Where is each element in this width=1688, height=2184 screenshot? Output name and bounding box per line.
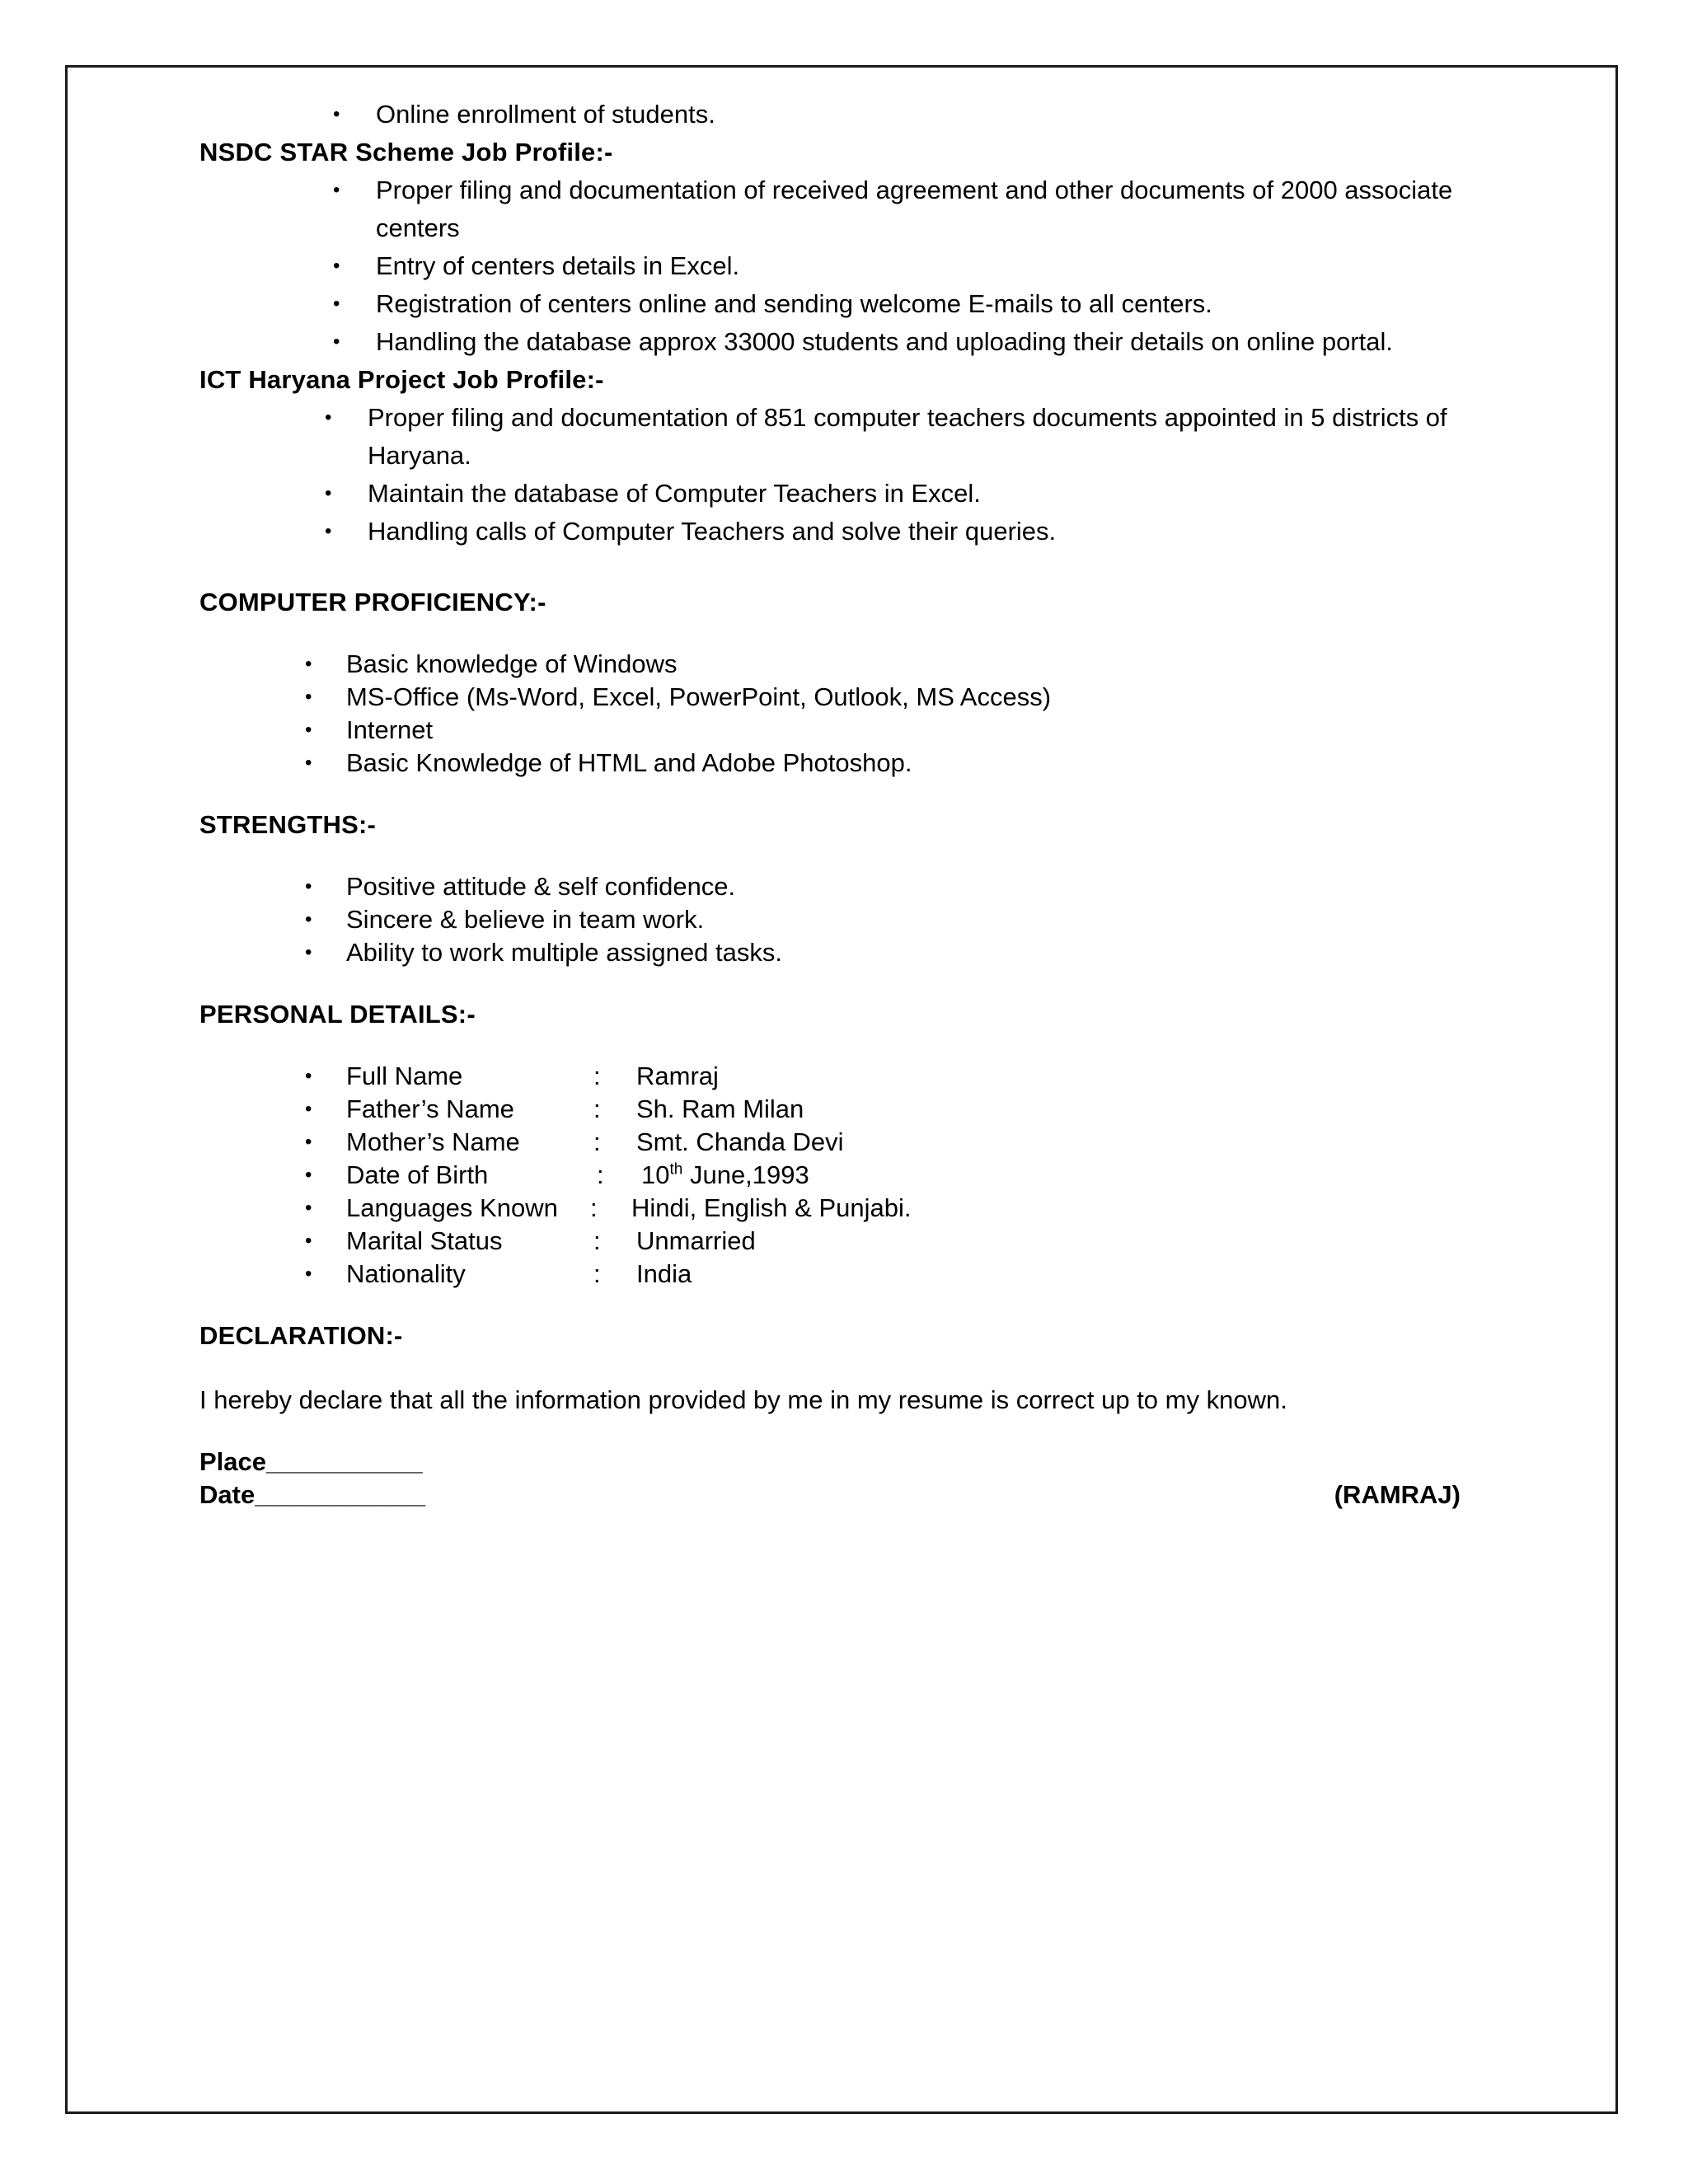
bullet-icon: • bbox=[333, 330, 340, 353]
list-item: • Internet bbox=[346, 714, 1485, 747]
computer-proficiency-list bbox=[199, 648, 1485, 780]
bullet-icon: • bbox=[305, 719, 312, 741]
date-signature-row bbox=[199, 1479, 1461, 1511]
detail-row-languages-known bbox=[305, 1192, 1485, 1225]
detail-row-date-of-birth bbox=[305, 1159, 1485, 1192]
list-item: • Registration of centers online and sending welcome E-mails to all centers. bbox=[376, 285, 1485, 323]
signature-name: (RAMRAJ) bbox=[1334, 1480, 1461, 1509]
date-line: Date____________ bbox=[199, 1480, 426, 1509]
detail-value: Ramraj bbox=[636, 1062, 719, 1090]
bullet-icon: • bbox=[305, 686, 312, 708]
detail-colon: : bbox=[593, 1127, 601, 1156]
bullet-icon: • bbox=[305, 1197, 312, 1219]
computer-proficiency-heading: COMPUTER PROFICIENCY:- bbox=[199, 588, 546, 616]
detail-value: Unmarried bbox=[636, 1226, 756, 1255]
detail-value: India bbox=[636, 1259, 692, 1288]
detail-colon: : bbox=[593, 1094, 601, 1123]
list-item: • Handling the database approx 33000 students and uploading their details on online portal. bbox=[376, 323, 1485, 361]
detail-row-full-name bbox=[305, 1060, 1485, 1093]
bullet-icon: • bbox=[325, 520, 332, 542]
list-item: • Proper filing and documentation of 851 computer teachers documents appointed in 5 districts of Haryana. bbox=[368, 399, 1485, 475]
bullet-icon: • bbox=[333, 293, 340, 315]
detail-value: Hindi, English & Punjabi. bbox=[631, 1193, 912, 1222]
bullet-icon: • bbox=[325, 482, 332, 504]
bullet-icon: • bbox=[305, 1131, 312, 1153]
strengths-heading: STRENGTHS:- bbox=[199, 810, 377, 839]
list-item: • Positive attitude & self confidence. bbox=[346, 870, 1485, 903]
ict-list bbox=[199, 399, 1485, 551]
list-item: • Ability to work multiple assigned tasks. bbox=[346, 936, 1485, 969]
detail-row-nationality bbox=[305, 1258, 1485, 1291]
bullet-icon: • bbox=[305, 1230, 312, 1252]
list-item: • Entry of centers details in Excel. bbox=[376, 247, 1485, 285]
bullet-icon: • bbox=[325, 406, 332, 429]
bullet-icon: • bbox=[305, 1065, 312, 1087]
bullet-icon: • bbox=[305, 1263, 312, 1285]
list-item: • Maintain the database of Computer Teachers in Excel. bbox=[368, 475, 1485, 513]
enrollment-list bbox=[199, 96, 1485, 134]
strengths-list bbox=[199, 870, 1485, 969]
list-item: • Basic knowledge of Windows bbox=[346, 648, 1485, 681]
list-item: • Handling calls of Computer Teachers and solve their queries. bbox=[368, 513, 1485, 551]
nsdc-heading: NSDC STAR Scheme Job Profile:- bbox=[199, 138, 613, 166]
detail-label: Marital Status bbox=[346, 1226, 503, 1255]
ict-heading: ICT Haryana Project Job Profile:- bbox=[199, 365, 604, 394]
declaration-heading: DECLARATION:- bbox=[199, 1321, 403, 1350]
bullet-icon: • bbox=[333, 255, 340, 277]
detail-colon: : bbox=[593, 1062, 601, 1090]
detail-label: Languages Known bbox=[346, 1193, 558, 1222]
bullet-icon: • bbox=[305, 1098, 312, 1120]
list-item: • Proper filing and documentation of received agreement and other documents of 2000 associate centers bbox=[376, 171, 1485, 247]
detail-label: Date of Birth bbox=[346, 1160, 489, 1189]
bullet-icon: • bbox=[305, 875, 312, 898]
detail-row-mothers-name bbox=[305, 1126, 1485, 1159]
bullet-icon: • bbox=[305, 941, 312, 963]
detail-row-fathers-name bbox=[305, 1093, 1485, 1126]
bullet-icon: • bbox=[305, 1164, 312, 1186]
bullet-icon: • bbox=[333, 103, 340, 125]
detail-label: Mother’s Name bbox=[346, 1127, 520, 1156]
detail-colon: : bbox=[590, 1193, 598, 1222]
detail-value: Smt. Chanda Devi bbox=[636, 1127, 844, 1156]
bullet-icon: • bbox=[305, 653, 312, 675]
detail-label: Father’s Name bbox=[346, 1094, 514, 1123]
resume-page-content bbox=[199, 96, 1485, 1511]
detail-colon: : bbox=[593, 1226, 601, 1255]
detail-colon: : bbox=[597, 1160, 604, 1189]
detail-colon: : bbox=[593, 1259, 601, 1288]
detail-value: 10th June,1993 bbox=[641, 1160, 809, 1189]
list-item: • MS-Office (Ms-Word, Excel, PowerPoint, Outlook, MS Access) bbox=[346, 681, 1485, 714]
nsdc-list bbox=[199, 171, 1485, 361]
bullet-icon: • bbox=[305, 752, 312, 774]
place-line: Place___________ bbox=[199, 1447, 423, 1476]
list-item: • Basic Knowledge of HTML and Adobe Photoshop. bbox=[346, 747, 1485, 780]
detail-label: Full Name bbox=[346, 1062, 463, 1090]
list-item: • Online enrollment of students. bbox=[376, 96, 1485, 134]
detail-value: Sh. Ram Milan bbox=[636, 1094, 804, 1123]
bullet-icon: • bbox=[333, 179, 340, 201]
detail-row-marital-status bbox=[305, 1225, 1485, 1258]
detail-label: Nationality bbox=[346, 1259, 466, 1288]
personal-details-list bbox=[199, 1060, 1485, 1291]
personal-details-heading: PERSONAL DETAILS:- bbox=[199, 1000, 476, 1029]
bullet-icon: • bbox=[305, 908, 312, 930]
declaration-text: I hereby declare that all the information provided by me in my resume is correct up to my known. bbox=[199, 1385, 1287, 1414]
list-item: • Sincere & believe in team work. bbox=[346, 903, 1485, 936]
